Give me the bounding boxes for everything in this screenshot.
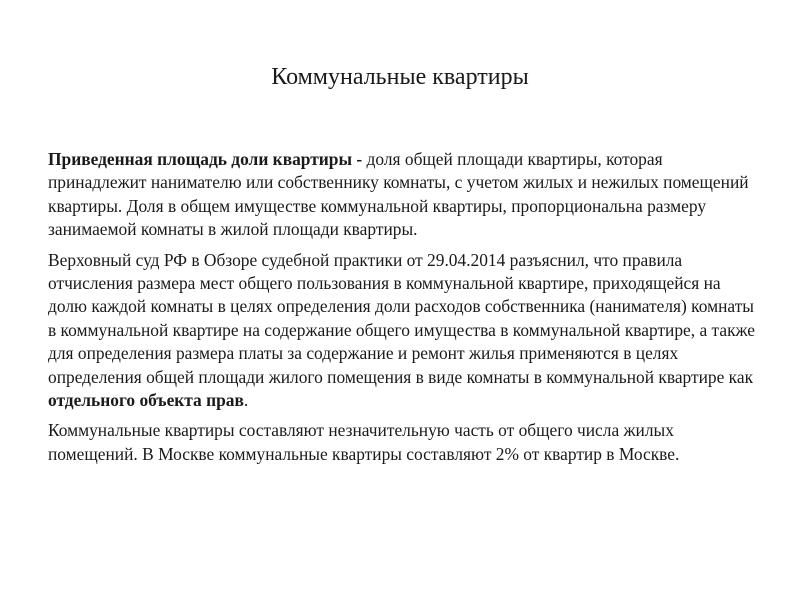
supreme-court-end: .	[243, 390, 249, 411]
paragraph-supreme-court	[48, 249, 760, 413]
definition-text: доля общей площади квартиры, которая принадлежит нанимателю или собственнику комнаты, с учетом жилых и нежилых помещений квартиры. Доля в общем имуществе коммунальной квартиры, пропорциональна размеру занимаемой комнаты в жилой площади квартиры.	[48, 149, 749, 240]
slide-body	[48, 148, 760, 473]
paragraph-moscow-stats	[48, 419, 760, 466]
supreme-court-emphasis: отдельного объекта прав	[48, 390, 244, 411]
paragraph-definition	[48, 148, 760, 242]
definition-term: Приведенная площадь доли квартиры -	[48, 149, 363, 169]
moscow-stats-text: Коммунальные квартиры составляют незначительную часть от общего числа жилых помещений. В Москве коммунальные квартиры составляют 2% от квартир в Москве.	[48, 420, 680, 464]
supreme-court-text: Верховный суд РФ в Обзоре судебной практики от 29.04.2014 разъяснил, что правила отчисления размера мест общего пользования в коммунальной квартире, приходящейся на долю каждой комнаты в целях определения доли расходов собственника (нанимателя) комнаты в коммунальной квартире на содержание общего имущества в коммунальной квартире, а также для определения размера платы за содержание и ремонт жилья применяются в целях определения общей площади жилого помещения в виде комнаты в коммунальной квартире как	[48, 249, 756, 387]
slide-title: Коммунальные квартиры	[271, 64, 529, 90]
